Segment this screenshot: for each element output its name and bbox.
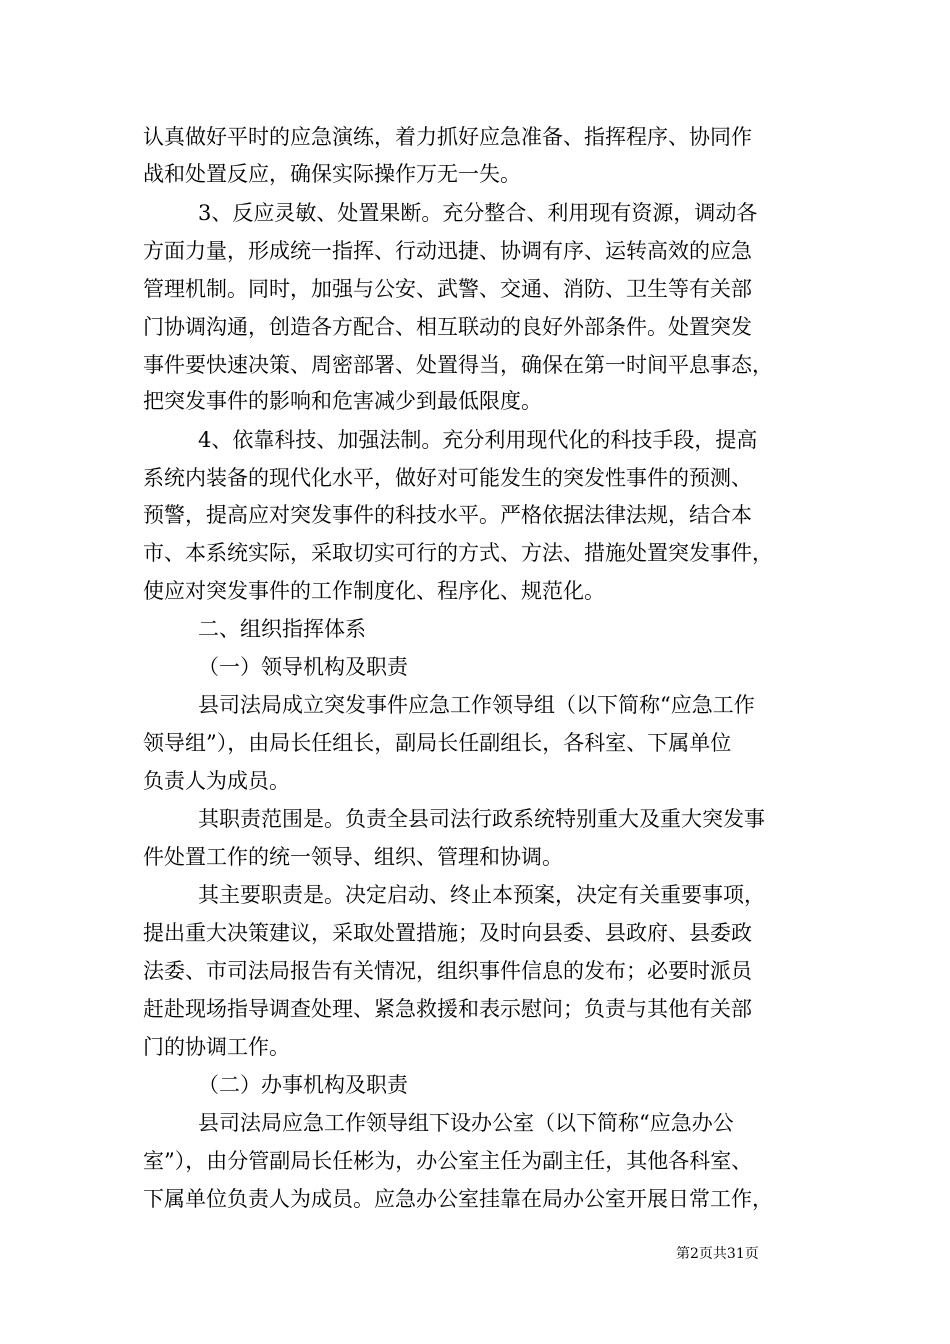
text-line: 提出重大决策建议，采取处置措施；及时向县委、县政府、县委政 [143, 921, 752, 945]
text-line: 法委、市司法局报告有关情况，组织事件信息的发布；必要时派员 [143, 959, 752, 983]
text-line: 室”），由分管副局长任彬为，办公室主任为副主任，其他各科室、 [143, 1149, 753, 1173]
text-line: 门协调沟通，创造各方配合、相互联动的良好外部条件。处置突发 [143, 315, 752, 339]
text-line: 其主要职责是。决定启动、终止本预案，决定有关重要事项， [198, 883, 765, 907]
text-line: 门的协调工作。 [143, 1035, 290, 1059]
text-line: 下属单位负责人为成员。应急办公室挂靠在局办公室开展日常工作， [143, 1187, 773, 1211]
text-line: 负责人为成员。 [143, 769, 290, 793]
text-line: 预警，提高应对突发事件的科技水平。严格依据法律法规，结合本 [143, 503, 752, 527]
text-line: 县司法局应急工作领导组下设办公室（以下简称“应急办公 [198, 1111, 734, 1135]
text-line: 认真做好平时的应急演练，着力抓好应急准备、指挥程序、协同作 [143, 125, 752, 149]
text-line: 使应对突发事件的工作制度化、程序化、规范化。 [143, 579, 605, 603]
page-number: 第2页共31页 [676, 1246, 759, 1262]
text-line: 方面力量，形成统一指挥、行动迅捷、协调有序、运转高效的应急 [143, 239, 752, 263]
text-line: 件处置工作的统一领导、组织、管理和协调。 [143, 845, 563, 869]
text-line: 4、依靠科技、加强法制。充分利用现代化的科技手段，提高 [198, 428, 758, 452]
text-line: 其职责范围是。负责全县司法行政系统特别重大及重大突发事 [198, 807, 765, 831]
text-line: 赶赴现场指导调查处理、紧急救援和表示慰问；负责与其他有关部 [143, 997, 752, 1021]
text-line: 战和处置反应，确保实际操作万无一失。 [143, 162, 521, 186]
subsection-heading: （二）办事机构及职责 [198, 1073, 408, 1097]
text-line: 把突发事件的影响和危害减少到最低限度。 [143, 389, 542, 413]
subsection-heading: （一）领导机构及职责 [198, 655, 408, 679]
section-heading: 二、组织指挥体系 [198, 617, 366, 641]
text-line: 3、反应灵敏、处置果断。充分整合、利用现有资源，调动各 [198, 201, 758, 225]
text-line: 领导组”），由局长任组长，副局长任副组长，各科室、下属单位 [143, 731, 732, 755]
text-line: 管理机制。同时，加强与公安、武警、交通、消防、卫生等有关部 [143, 277, 752, 301]
text-line: 系统内装备的现代化水平，做好对可能发生的突发性事件的预测、 [143, 466, 752, 490]
text-line: 事件要快速决策、周密部署、处置得当，确保在第一时间平息事态， [143, 353, 773, 377]
text-line: 市、本系统实际，采取切实可行的方式、方法、措施处置突发事件， [143, 541, 773, 565]
text-line: 县司法局成立突发事件应急工作领导组（以下简称“应急工作 [198, 693, 755, 717]
